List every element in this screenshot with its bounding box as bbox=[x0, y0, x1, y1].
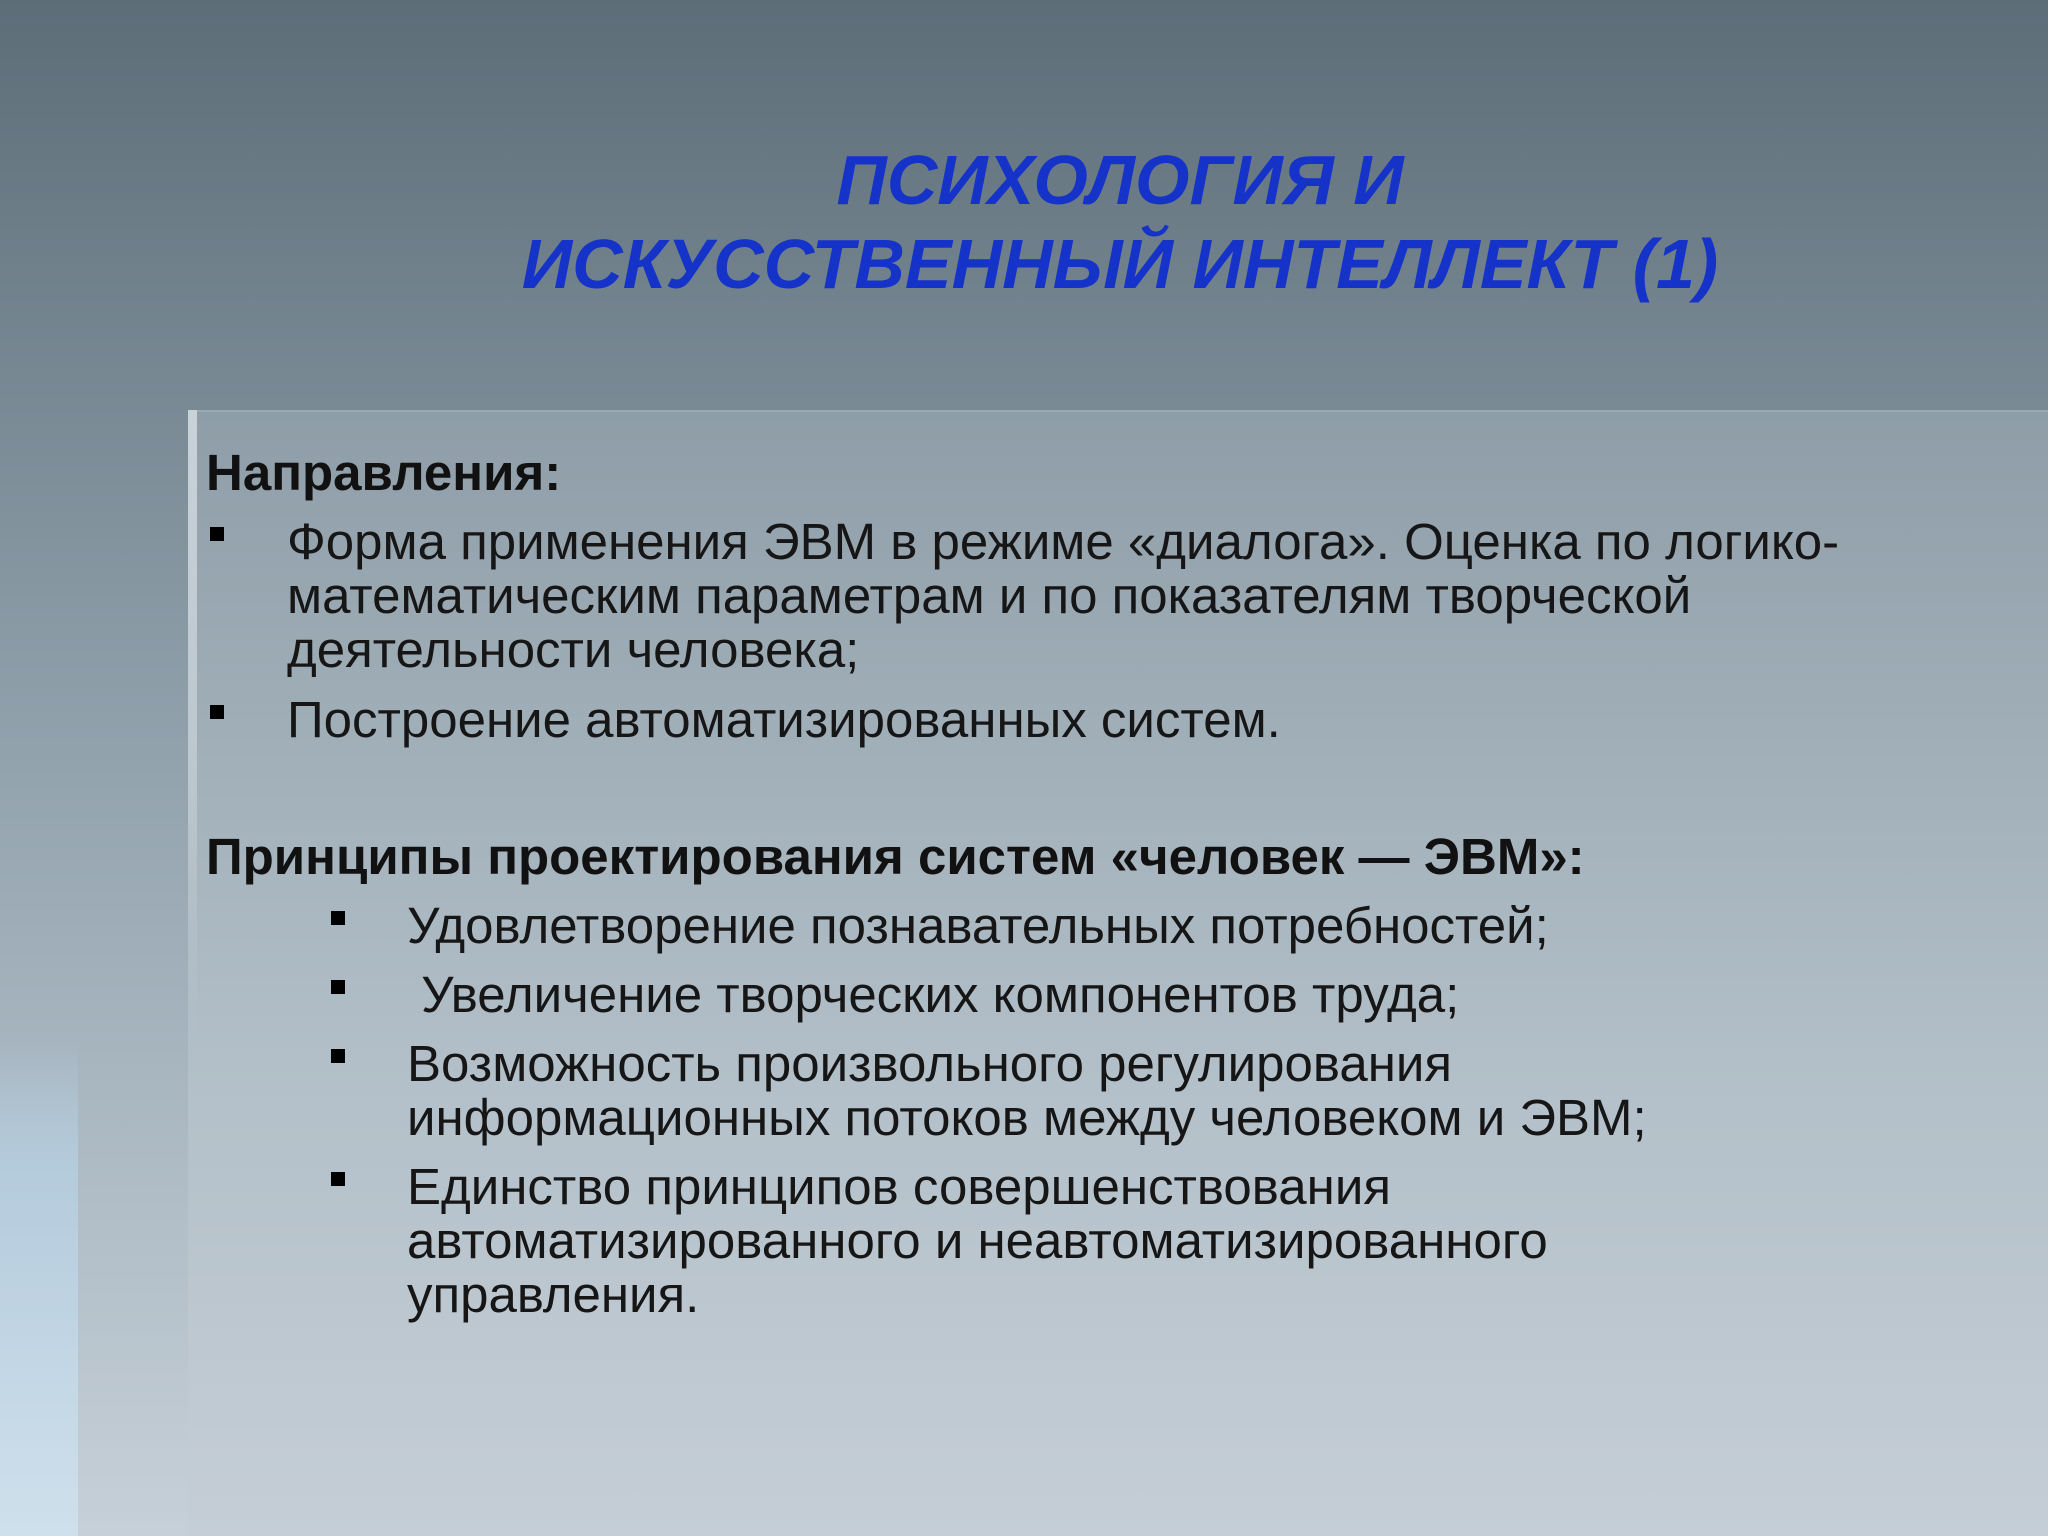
principle-item-2: Увеличение творческих компонентов труда; bbox=[407, 966, 1460, 1023]
directions-heading: Направления: bbox=[206, 444, 562, 501]
principle-item-3: Возможность произвольного регулирования информационных потоков между человеком и ЭВМ; bbox=[407, 1035, 1647, 1146]
bullet-icon bbox=[331, 980, 345, 994]
bullet-icon bbox=[210, 705, 224, 719]
slide-title-line-2: ИСКУССТВЕННЫЙ ИНТЕЛЛЕКТ (1) bbox=[521, 225, 1719, 303]
panel-left-edge bbox=[188, 410, 197, 1040]
direction-item-2: Построение автоматизированных систем. bbox=[287, 691, 1281, 748]
direction-item-1: Форма применения ЭВМ в режиме «диалога». Оценка по логико-математическим параметрам и по показателям творческой деятельности человека; bbox=[287, 513, 1840, 678]
principles-heading: Принципы проектирования систем «человек — ЭВМ»: bbox=[206, 828, 1585, 885]
bullet-icon bbox=[331, 911, 345, 925]
panel-top-border bbox=[188, 410, 2048, 412]
principle-item-1: Удовлетворение познавательных потребностей; bbox=[407, 897, 1549, 954]
slide-title bbox=[420, 138, 1820, 306]
bullet-icon bbox=[331, 1049, 345, 1063]
principle-item-4: Единство принципов совершенствования автоматизированного и неавтоматизированного управления. bbox=[407, 1158, 1548, 1323]
bullet-icon bbox=[210, 527, 224, 541]
bullet-icon bbox=[331, 1172, 345, 1186]
slide-title-line-1: ПСИХОЛОГИЯ И bbox=[836, 141, 1404, 219]
background-glow bbox=[0, 1040, 78, 1536]
